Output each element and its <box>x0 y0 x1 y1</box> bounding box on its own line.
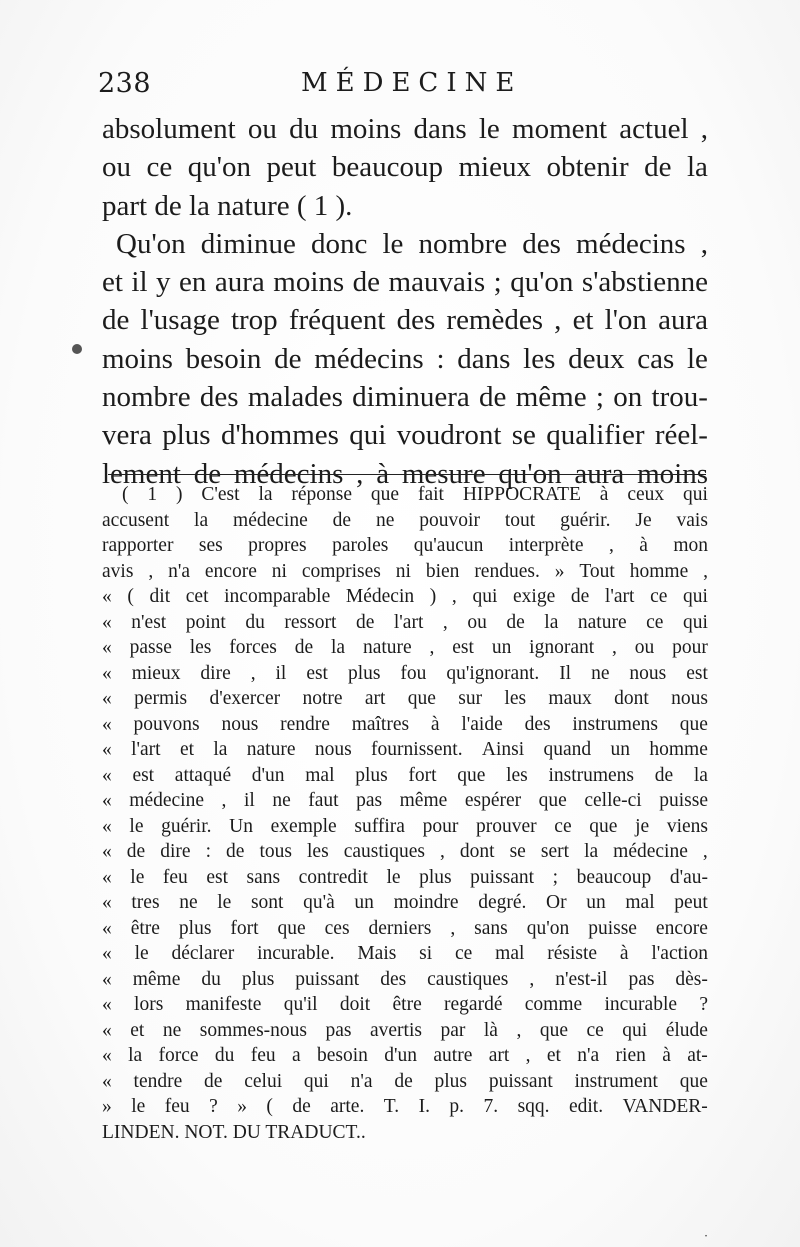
footnote-line: « ( dit cet incomparable Médecin ) , qui exige de l'art ce qui <box>102 586 708 607</box>
footnote-line: « même du plus puissant des caustiques , n'est-il pas dès- <box>102 968 708 990</box>
footnote-line: rapporter ses propres paroles qu'aucun interprète , à mon <box>102 535 708 556</box>
text-line: et il y en aura moins de mauvais ; qu'on s'abstienne <box>102 266 708 299</box>
text-line: lement de médecins , à mesure qu'on aura moins <box>102 457 708 490</box>
footnote-line: « et ne sommes-nous pas avertis par là , que ce qui élude <box>102 1019 708 1041</box>
footnote-rule <box>108 474 706 475</box>
footnote <box>102 482 708 1145</box>
footnote-line: « permis d'exercer notre art que sur les maux dont nous <box>102 688 708 709</box>
footnote-line: « pouvons nous rendre maîtres à l'aide des instrumens que <box>102 713 708 735</box>
footnote-line: « n'est point du ressort de l'art , ou de la nature ce qui <box>102 611 708 633</box>
text-line: de l'usage trop fréquent des remèdes , et l'on aura <box>102 304 708 337</box>
text-line: ou ce qu'on peut beaucoup mieux obtenir de la <box>102 151 708 184</box>
page-header <box>98 68 718 108</box>
ink-blot <box>72 344 82 354</box>
footnote-line: « le guérir. Un exemple suffira pour prouver ce que je viens <box>102 815 708 837</box>
text-line: moins besoin de médecins : dans les deux cas le <box>102 342 708 375</box>
footnote-line: « tres ne le sont qu'à un moindre degré. Or un mal peut <box>102 892 708 913</box>
text-line: vera plus d'hommes qui voudront se qualifier réel- <box>102 419 708 452</box>
footnote-line: « passe les forces de la nature , est un ignorant , ou pour <box>102 637 708 658</box>
footnote-line: « le feu est sans contredit le plus puissant ; beaucoup d'au- <box>102 866 708 888</box>
footnote-line: « être plus fort que ces derniers , sans qu'on puisse encore <box>102 917 708 939</box>
footnote-line: accusent la médecine de ne pouvoir tout guérir. Je vais <box>102 509 708 531</box>
text-line: part de la nature ( 1 ). <box>102 189 353 222</box>
main-text <box>102 110 708 493</box>
footnote-line: « médecine , il ne faut pas même espérer que celle-ci puisse <box>102 790 708 811</box>
text-line: Qu'on diminue donc le nombre des médecins , <box>116 227 708 260</box>
footnote-line: « la force du feu a besoin d'un autre art , et n'a rien à at- <box>102 1045 708 1066</box>
footnote-line: « mieux dire , il est plus fou qu'ignorant. Il ne nous est <box>102 662 708 684</box>
footnote-line: ( 1 ) C'est la réponse que fait HIPPOCRATE à ceux qui <box>122 484 708 505</box>
running-head: MÉDECINE <box>301 68 523 98</box>
page-number: 238 <box>98 68 152 99</box>
footnote-line: « est attaqué d'un mal plus fort que les instrumens de la <box>102 764 708 786</box>
footnote-line: « tendre de celui qui n'a de plus puissant instrument que <box>102 1070 708 1092</box>
footnote-line: » le feu ? » ( de arte. T. I. p. 7. sqq. edit. VANDER- <box>102 1096 708 1117</box>
footnote-line: « le déclarer incurable. Mais si ce mal résiste à l'action <box>102 943 708 964</box>
text-line: absolument ou du moins dans le moment actuel , <box>102 113 708 145</box>
corner-mark: · <box>704 1229 708 1243</box>
footnote-line: avis , n'a encore ni comprises ni bien rendues. » Tout homme , <box>102 560 708 582</box>
text-line: nombre des malades diminuera de même ; on trou- <box>102 381 708 414</box>
footnote-line: « lors manifeste qu'il doit être regardé comme incurable ? <box>102 994 708 1015</box>
footnote-line: « l'art et la nature nous fournissent. Ainsi quand un homme <box>102 739 708 760</box>
footnote-line: « de dire : de tous les caustiques , dont se sert la médecine , <box>102 841 708 862</box>
footnote-line: LINDEN. NOT. DU TRADUCT.. <box>102 1121 366 1143</box>
